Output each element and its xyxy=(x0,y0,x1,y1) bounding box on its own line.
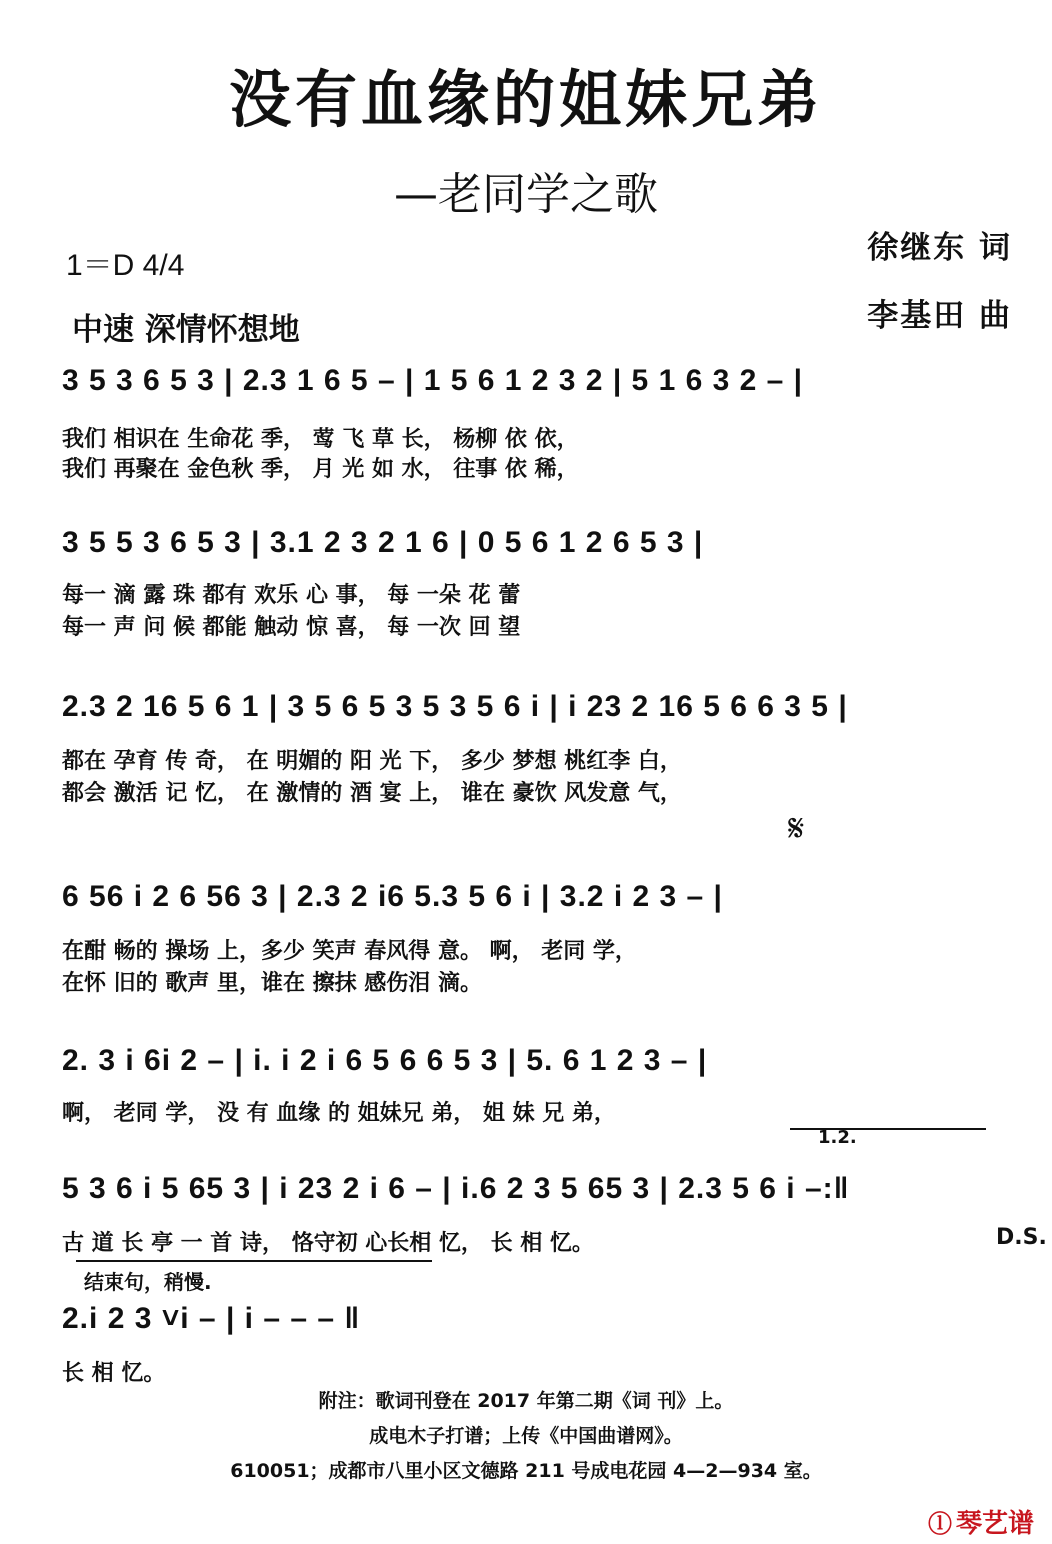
ending-bracket xyxy=(76,1260,432,1262)
segno-sign: 𝄋 xyxy=(788,806,805,850)
lyric-line-2a: 每一 滴 露 珠 都有 欢乐 心 事， 每 一朵 花 蕾 xyxy=(62,583,521,608)
lyricist-credit: 徐继东 词 xyxy=(867,230,1012,266)
lyric-line-3a: 都在 孕育 传 奇， 在 明媚的 阳 光 下， 多少 梦想 桃红李 白， xyxy=(62,749,682,774)
tempo-marking: 中速 深情怀想地 xyxy=(72,312,300,348)
notation-line-4: 6 56 i 2 6 56 3 | 2.3 2 i6 5.3 5 6 i | 3.2 i 2 3 – | xyxy=(62,880,723,913)
key-signature: 1＝D 4/4 xyxy=(66,249,185,282)
composer-credit: 李基田 曲 xyxy=(867,298,1012,334)
song-subtitle: —老同学之歌 xyxy=(394,169,658,220)
brand-name: 琴艺谱 xyxy=(955,1509,1034,1539)
brand-logo-icon: ⓛ xyxy=(927,1510,952,1538)
notation-line-6: 5 3 6 i 5 65 3 | i 23 2 i 6 – | i.6 2 3 5 65 3 | 2.3 5 6 i –:‖ xyxy=(62,1172,850,1205)
notation-line-7: 2.i 2 3 ˅i – | i – – – ‖ xyxy=(62,1302,361,1335)
dal-segno: D.S. xyxy=(996,1225,1047,1250)
notation-line-5: 2. 3 i 6i 2 – | i. i 2 i 6 5 6 6 5 3 | 5. 6 1 2 3 – | xyxy=(62,1044,708,1077)
notation-line-3: 2.3 2 16 5 6 1 | 3 5 6 5 3 5 3 5 6 i | i 23 2 16 5 6 6 3 5 | xyxy=(62,690,848,723)
footnote-1: 附注：歌词刊登在 2017 年第二期《词 刊》上。 xyxy=(318,1390,734,1412)
ending-note: 结束句，稍慢. xyxy=(84,1270,212,1294)
footnote-3: 610051；成都市八里小区文德路 211 号成电花园 4—2—934 室。 xyxy=(230,1460,822,1482)
lyric-line-1a: 我们 相识在 生命花 季， 莺 飞 草 长， 杨柳 依 依， xyxy=(62,427,579,452)
lyric-line-7: 长 相 忆。 xyxy=(62,1361,166,1386)
volta-label: 1.2. xyxy=(818,1127,857,1148)
lyric-line-3b: 都会 激活 记 忆， 在 激情的 酒 宴 上， 谁在 豪饮 风发意 气， xyxy=(62,781,682,806)
lyric-line-1b: 我们 再聚在 金色秋 季， 月 光 如 水， 往事 依 稀， xyxy=(62,457,579,482)
lyric-line-6: 古 道 长 亭 一 首 诗， 恪守初 心长相 忆， 长 相 忆。 xyxy=(62,1231,594,1256)
notation-line-2: 3 5 5 3 6 5 3 | 3.1 2 3 2 1 6 | 0 5 6 1 2 6 5 3 | xyxy=(62,526,704,559)
song-title: 没有血缘的姐妹兄弟 xyxy=(228,63,823,136)
lyric-line-2b: 每一 声 问 候 都能 触动 惊 喜， 每 一次 回 望 xyxy=(62,615,521,640)
lyric-line-4b: 在怀 旧的 歌声 里，谁在 擦抹 感伤泪 滴。 xyxy=(62,971,482,996)
brand-watermark xyxy=(928,1503,1034,1540)
footnote-2: 成电木子打谱；上传《中国曲谱网》。 xyxy=(369,1425,683,1447)
notation-line-1: 3 5 3 6 5 3 | 2.3 1 6 5 – | 1 5 6 1 2 3 2 | 5 1 6 3 2 – | xyxy=(62,364,804,397)
lyric-line-5: 啊， 老同 学， 没 有 血缘 的 姐妹兄 弟， 姐 妹 兄 弟， xyxy=(62,1101,616,1126)
lyric-line-4a: 在酣 畅的 操场 上，多少 笑声 春风得 意。 啊， 老同 学， xyxy=(62,939,637,964)
